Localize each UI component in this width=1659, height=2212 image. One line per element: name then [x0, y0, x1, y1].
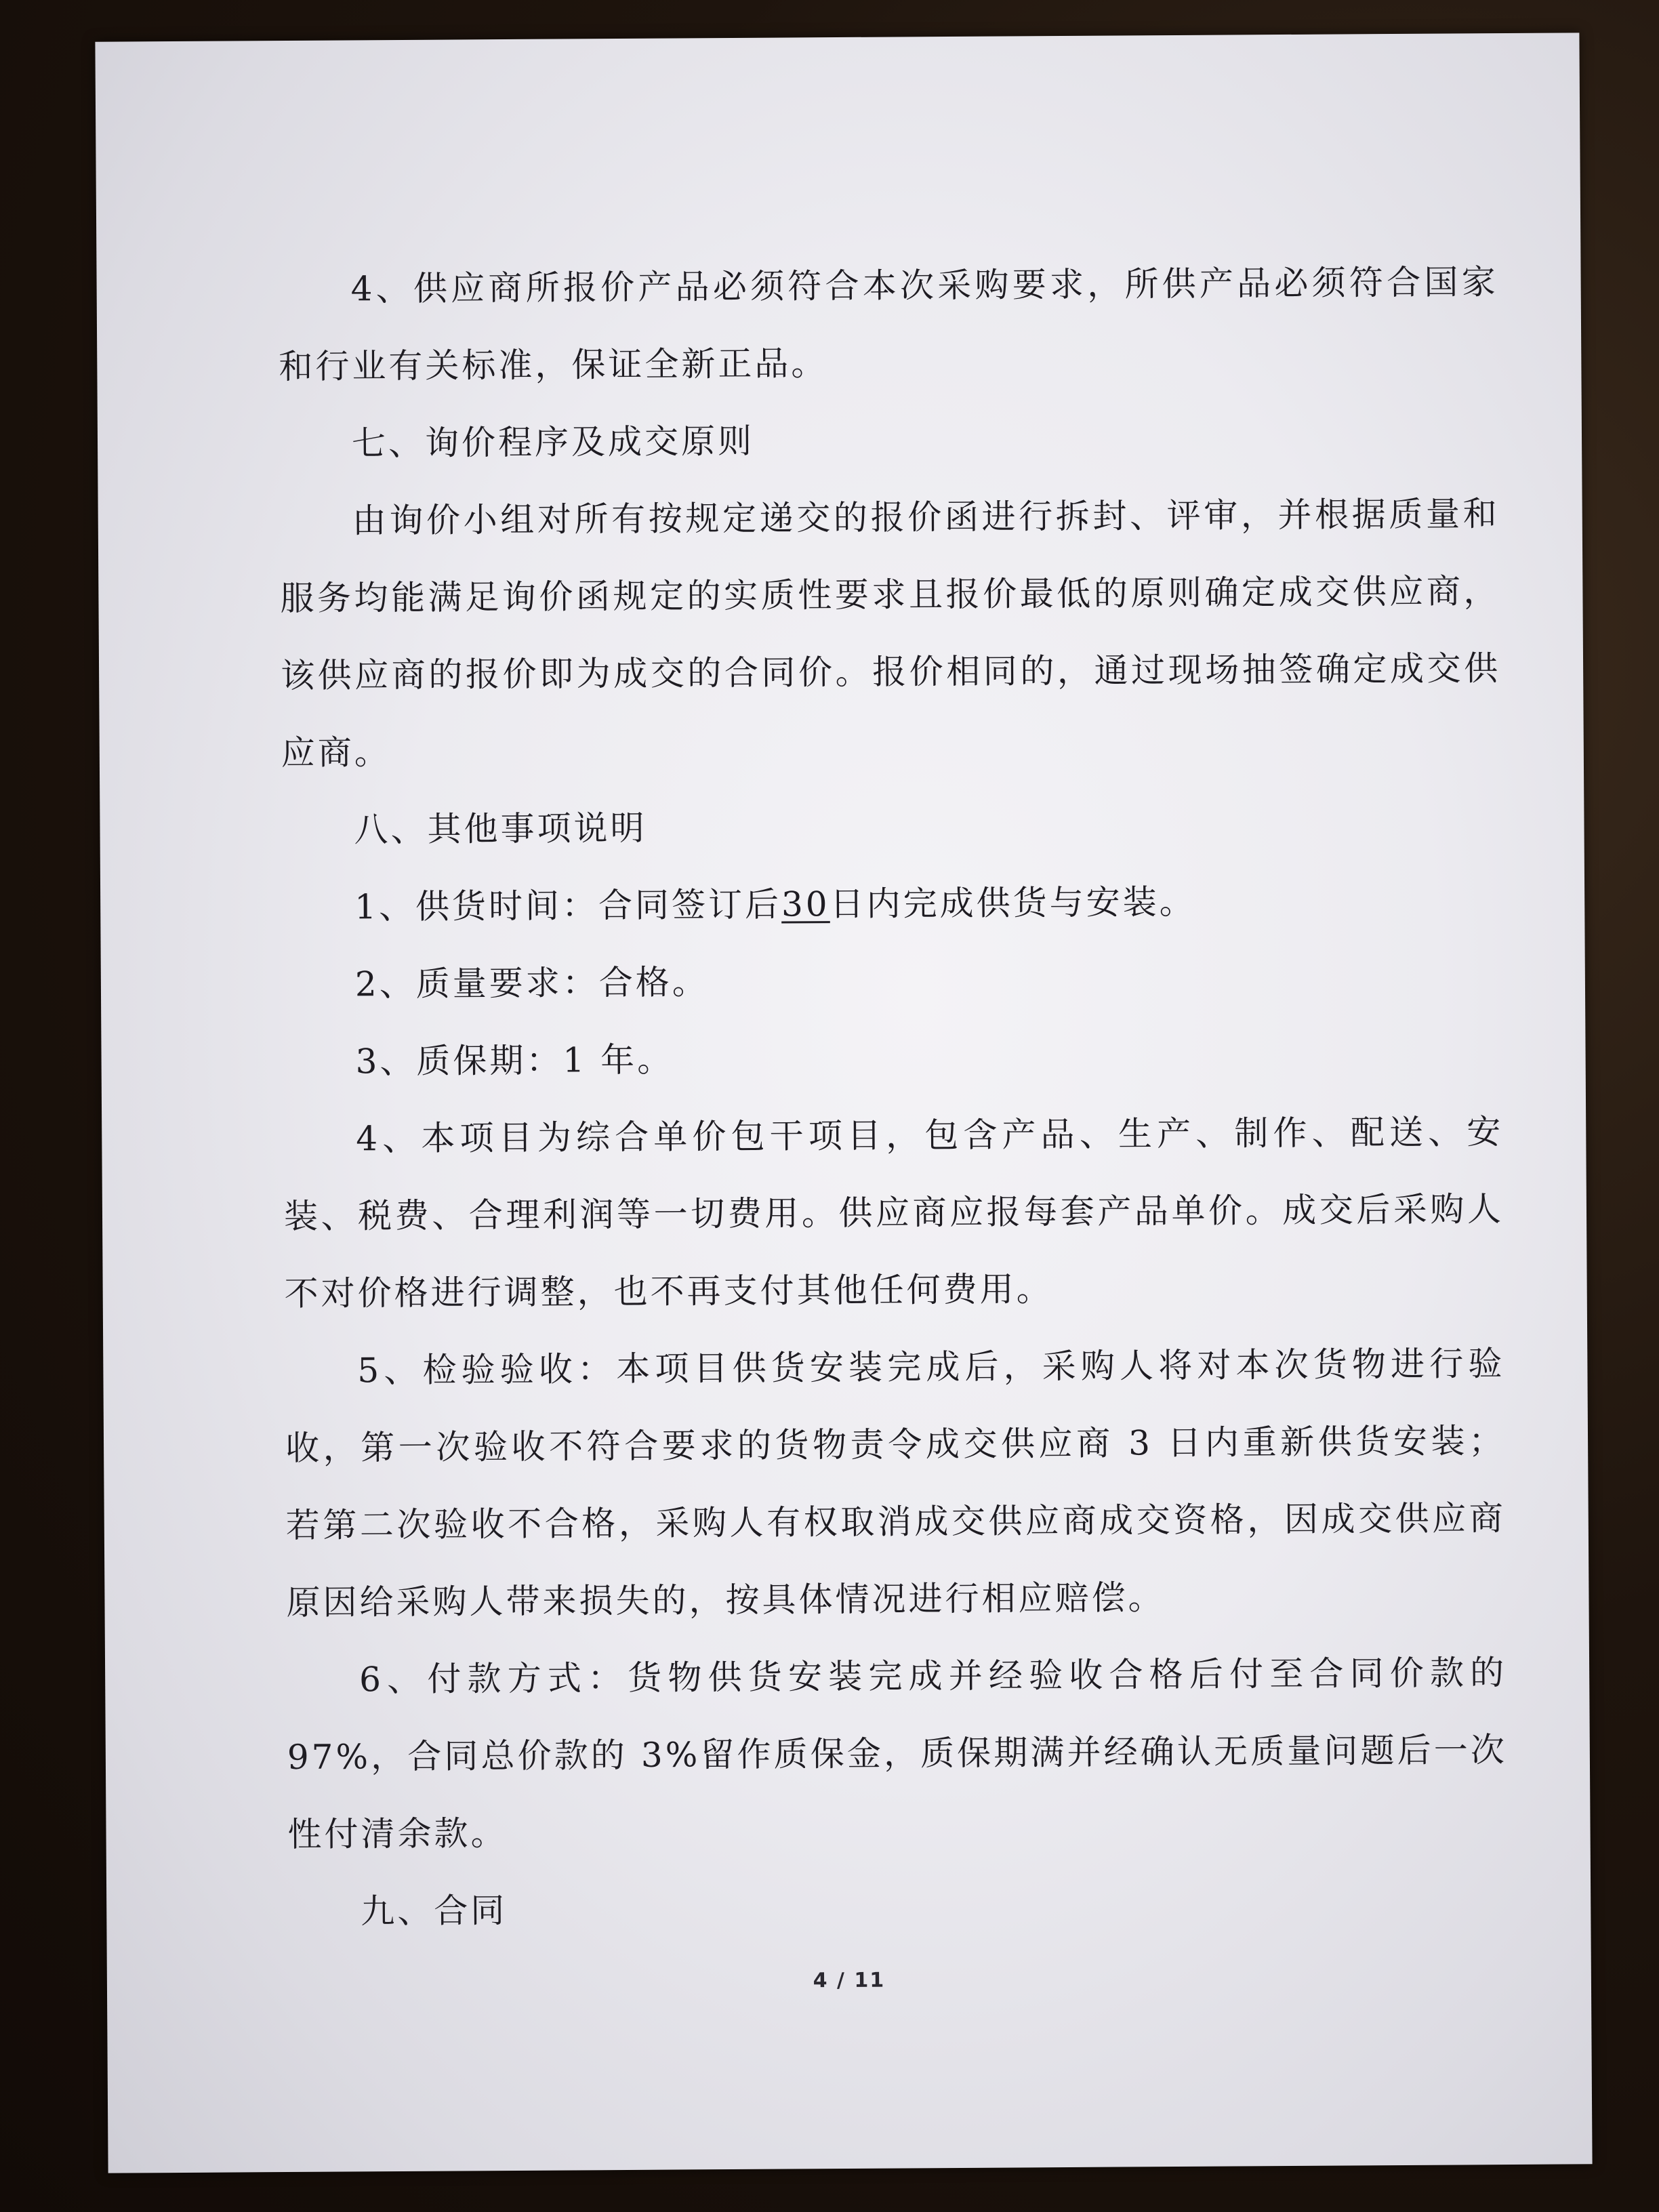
inquiry-procedure-paragraph: 由询价小组对所有按规定递交的报价函进行拆封、评审，并根据质量和服务均能满足询价函规定的实质性要求且报价最低的原则确定成交供应商，该供应商的报价即为成交的合同价。报价相同的，通过现场抽签确定成交供应商。	[280, 494, 1501, 773]
clause-3-warranty: 3、质保期：1 年。	[355, 1040, 674, 1082]
clause-4-supplier-products: 4、供应商所报价产品必须符合本次采购要求，所供产品必须符合国家和行业有关标准，保证全新正品。	[279, 262, 1498, 387]
page-number: 4 / 11	[813, 1968, 886, 1993]
clause-6-payment: 6、付款方式：货物供货安装完成并经验收合格后付至合同价款的 97%，合同总价款的 3%留作质保金，质保期满并经确认无质量问题后一次性付清余款。	[287, 1653, 1508, 1855]
clause-4-pricing: 4、本项目为综合单价包干项目，包含产品、生产、制作、配送、安装、税费、合理利润等一切费用。供应商应报每套产品单价。成交后采购人不对价格进行调整，也不再支付其他任何费用。	[283, 1112, 1504, 1314]
delivery-time-prefix: 1、供货时间：合同签订后	[354, 884, 782, 927]
page-body	[278, 243, 1508, 1950]
section-heading-9: 九、合同	[361, 1891, 508, 1931]
section-heading-7: 七、询价程序及成交原则	[351, 421, 755, 464]
delivery-days-blank: 30	[781, 884, 830, 924]
clause-1-delivery-time	[282, 861, 1502, 946]
clause-2-quality: 2、质量要求：合格。	[354, 962, 709, 1004]
section-heading-8: 八、其他事项说明	[354, 808, 647, 850]
delivery-time-suffix: 日内完成供货与安装。	[830, 882, 1196, 924]
clause-5-inspection: 5、检验验收：本项目供货安装完成后，采购人将对本次货物进行验收，第一次验收不符合要求的货物责令成交供应商 3 日内重新供货安装；若第二次验收不合格，采购人有权取消成交供应商成交资格，因成交供应商原因给采购人带来损失的，按具体情况进行相应赔偿。	[285, 1344, 1506, 1623]
document-page	[95, 33, 1592, 2173]
